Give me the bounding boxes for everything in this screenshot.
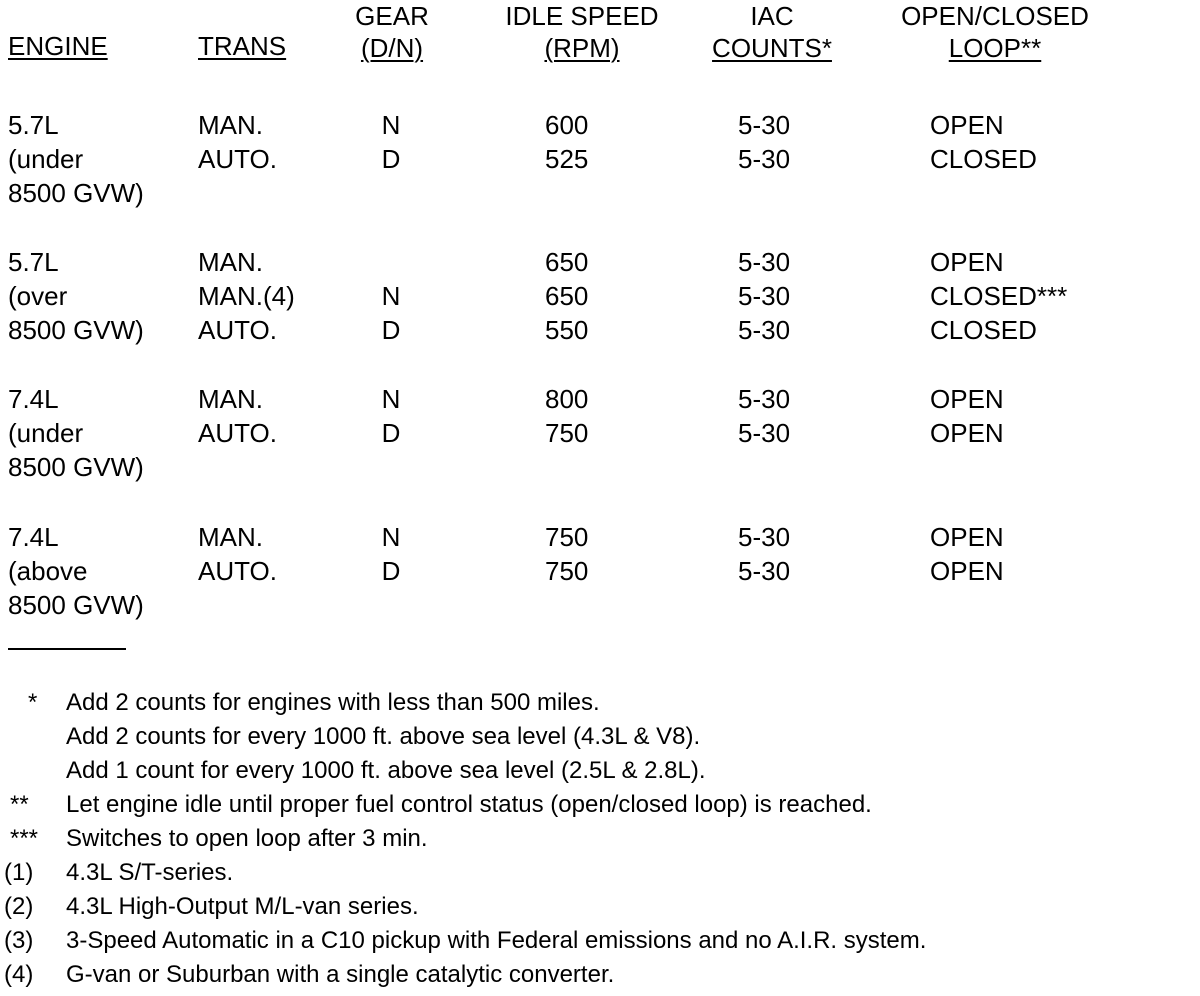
footnote-marker: (1) — [4, 859, 34, 886]
table-cell-rpm: 750 — [545, 556, 589, 586]
header-gear-top: GEAR — [355, 1, 429, 31]
table-cell-rpm: 750 — [545, 418, 589, 448]
table-cell-loop: OPEN — [930, 418, 1004, 448]
header-loop — [870, 0, 1120, 64]
footnote-marker: (4) — [4, 961, 34, 988]
table-cell-iac: 5-30 — [738, 144, 791, 174]
table-cell-engine: (over — [8, 281, 68, 311]
footnote-text: 3-Speed Automatic in a C10 pickup with Federal emissions and no A.I.R. system. — [66, 927, 927, 954]
header-loop-bottom: LOOP** — [948, 33, 1042, 63]
header-idle-top: IDLE SPEED — [505, 1, 659, 31]
table-cell-engine: 8500 GVW) — [8, 315, 144, 345]
table-cell-loop: CLOSED*** — [930, 281, 1068, 311]
table-cell-engine: (above — [8, 556, 88, 586]
table-cell-iac: 5-30 — [738, 247, 791, 277]
table-cell-trans: MAN. — [198, 384, 263, 414]
table-cell-trans: AUTO. — [198, 315, 277, 345]
table-cell-loop: OPEN — [930, 522, 1004, 552]
header-loop-top: OPEN/CLOSED — [901, 1, 1089, 31]
table-cell-gear: D — [381, 556, 401, 586]
table-cell-loop: OPEN — [930, 247, 1004, 277]
header-trans-label: TRANS — [198, 31, 287, 61]
footnote-text: Add 2 counts for every 1000 ft. above sea level (4.3L & V8). — [66, 723, 701, 750]
header-iac — [692, 0, 852, 64]
footnote-text: Add 1 count for every 1000 ft. above sea level (2.5L & 2.8L). — [66, 757, 706, 784]
table-cell-gear: D — [381, 144, 401, 174]
table-cell-iac: 5-30 — [738, 556, 791, 586]
table-cell-trans: MAN. — [198, 110, 263, 140]
header-iac-top: IAC — [750, 1, 794, 31]
table-cell-rpm: 600 — [545, 110, 589, 140]
footnote-marker: *** — [10, 825, 39, 852]
table-cell-iac: 5-30 — [738, 315, 791, 345]
table-cell-engine: 8500 GVW) — [8, 452, 144, 482]
table-cell-engine: 8500 GVW) — [8, 590, 144, 620]
footnote-marker: (3) — [4, 927, 34, 954]
table-cell-loop: OPEN — [930, 110, 1004, 140]
table-cell-loop: OPEN — [930, 384, 1004, 414]
table-cell-iac: 5-30 — [738, 384, 791, 414]
table-cell-gear: N — [381, 281, 401, 311]
header-gear-bottom: (D/N) — [360, 33, 424, 63]
table-cell-loop: CLOSED — [930, 315, 1037, 345]
table-cell-trans: MAN.(4) — [198, 281, 295, 311]
table-cell-engine: (under — [8, 144, 84, 174]
header-idle-bottom: (RPM) — [544, 33, 620, 63]
table-cell-iac: 5-30 — [738, 418, 791, 448]
table-cell-engine: 5.7L — [8, 247, 59, 277]
table-cell-loop: OPEN — [930, 556, 1004, 586]
table-cell-gear: N — [381, 110, 401, 140]
header-iac-bottom: COUNTS* — [712, 33, 832, 63]
table-cell-engine: 8500 GVW) — [8, 178, 144, 208]
table-cell-rpm: 750 — [545, 522, 589, 552]
table-cell-gear: D — [381, 315, 401, 345]
header-gear — [340, 0, 444, 64]
table-cell-engine: 5.7L — [8, 110, 59, 140]
table-cell-iac: 5-30 — [738, 281, 791, 311]
table-cell-trans: AUTO. — [198, 556, 277, 586]
header-engine — [8, 30, 108, 62]
table-cell-loop: CLOSED — [930, 144, 1037, 174]
table-cell-iac: 5-30 — [738, 522, 791, 552]
header-trans — [198, 30, 286, 62]
table-cell-rpm: 650 — [545, 281, 589, 311]
footnote-text: Let engine idle until proper fuel control status (open/closed loop) is reached. — [66, 791, 872, 818]
table-cell-engine: (under — [8, 418, 84, 448]
table-cell-iac: 5-30 — [738, 110, 791, 140]
footnote-marker: * — [28, 689, 38, 716]
table-cell-trans: MAN. — [198, 522, 263, 552]
table-cell-gear: D — [381, 418, 401, 448]
table-cell-trans: MAN. — [198, 247, 263, 277]
footnote-text: 4.3L High-Output M/L-van series. — [66, 893, 419, 920]
table-cell-engine: 7.4L — [8, 384, 59, 414]
header-engine-label: ENGINE — [8, 31, 108, 61]
table-cell-trans: AUTO. — [198, 418, 277, 448]
footnote-divider — [8, 648, 126, 650]
table-cell-rpm: 800 — [545, 384, 589, 414]
table-cell-gear: N — [381, 522, 401, 552]
footnote-marker: (2) — [4, 893, 34, 920]
table-cell-rpm: 650 — [545, 247, 589, 277]
footnote-text: Add 2 counts for engines with less than 500 miles. — [66, 689, 600, 716]
table-cell-trans: AUTO. — [198, 144, 277, 174]
header-idle-speed — [484, 0, 680, 64]
table-cell-rpm: 525 — [545, 144, 589, 174]
table-cell-gear: N — [381, 384, 401, 414]
table-cell-engine: 7.4L — [8, 522, 59, 552]
table-cell-rpm: 550 — [545, 315, 589, 345]
footnote-text: G-van or Suburban with a single catalytic converter. — [66, 961, 615, 988]
footnote-text: Switches to open loop after 3 min. — [66, 825, 428, 852]
footnote-text: 4.3L S/T-series. — [66, 859, 234, 886]
footnote-marker: ** — [10, 791, 29, 818]
